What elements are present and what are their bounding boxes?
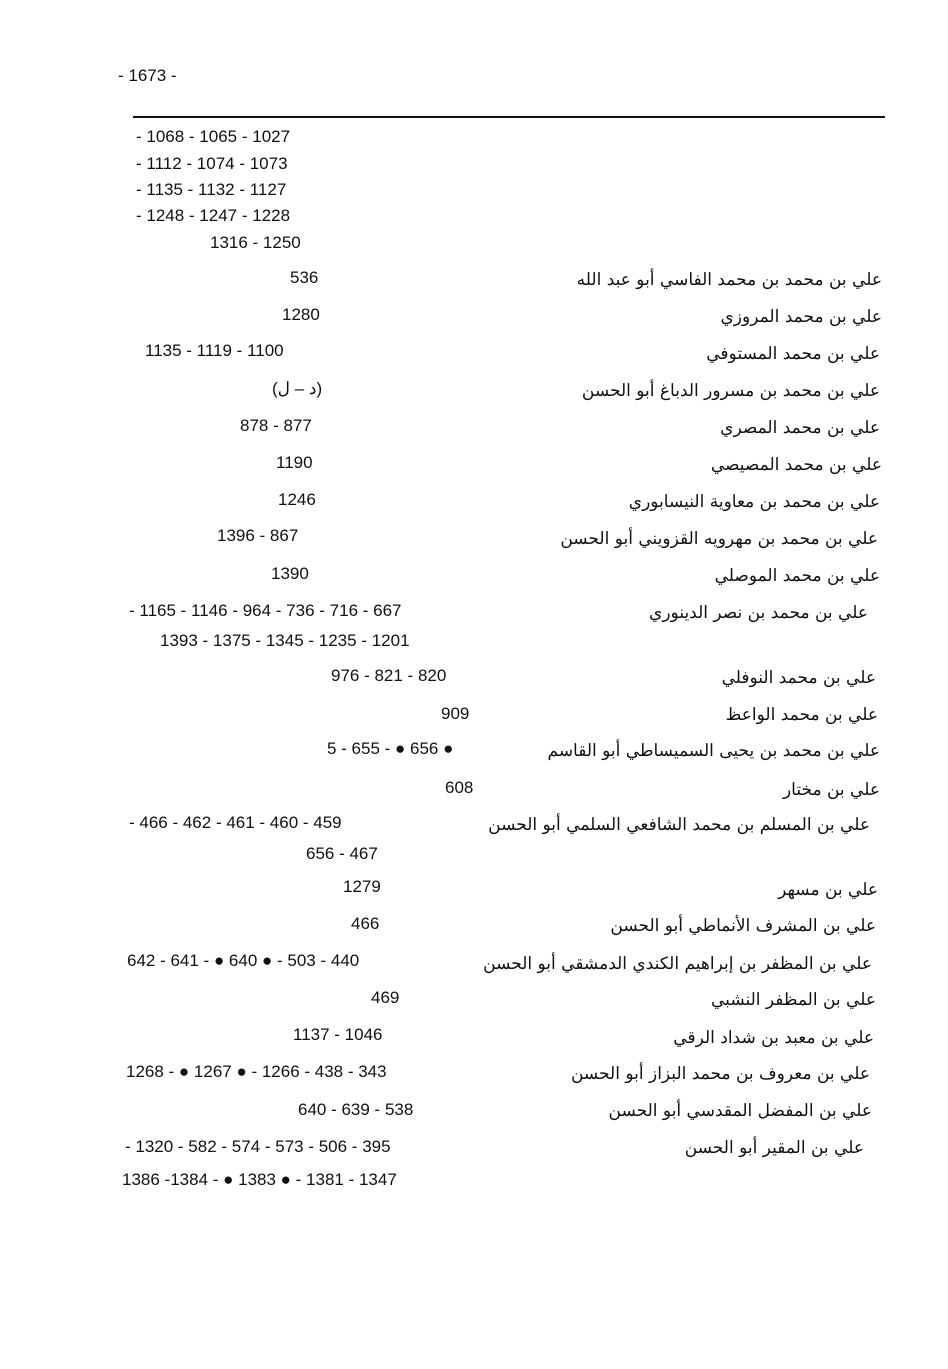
index-entry-refs: 1396 - 867 bbox=[217, 526, 299, 545]
index-entry-name: علي بن معبد بن شداد الرقي bbox=[673, 1028, 874, 1048]
index-entry-name: علي بن محمد المستوفي bbox=[706, 344, 880, 364]
index-entry-name: علي بن مسهر bbox=[778, 880, 878, 900]
index-entry-refs: - 466 - 462 - 461 - 460 - 459 bbox=[129, 813, 342, 832]
index-entry-name: علي بن مختار bbox=[782, 780, 880, 800]
index-entry-refs: 1386 -1384 - ● 1383 ● - 1381 - 1347 bbox=[122, 1170, 397, 1189]
index-entry-refs: 1137 - 1046 bbox=[293, 1025, 383, 1044]
index-entry-name: علي بن محمد بن نصر الدينوري bbox=[649, 603, 868, 623]
index-entry-name: علي بن المظفر النشبي bbox=[711, 990, 876, 1010]
continuation-line: - 1248 - 1247 - 1228 bbox=[136, 206, 291, 225]
index-entry-refs: - 1165 - 1146 - 964 - 736 - 716 - 667 bbox=[129, 601, 402, 620]
index-entry-name: علي بن المظفر بن إبراهيم الكندي الدمشقي أبو الحسن bbox=[483, 954, 872, 974]
index-entry-name: علي بن محمد بن معاوية النيسابوري bbox=[628, 492, 880, 512]
index-entry-name: علي بن المفضل المقدسي أبو الحسن bbox=[608, 1101, 872, 1121]
index-entry-name: علي بن محمد بن يحيى السميساطي أبو القاسم bbox=[547, 741, 880, 761]
index-entry-name: علي بن محمد الواعظ bbox=[725, 705, 878, 725]
index-entry-refs: 878 - 877 bbox=[240, 416, 312, 435]
index-entry-name: علي بن معروف بن محمد البزاز أبو الحسن bbox=[570, 1064, 870, 1084]
index-entry-refs: 1390 bbox=[271, 564, 309, 583]
index-entry-refs: 1268 - ● 1267 ● - 1266 - 438 - 343 bbox=[126, 1062, 387, 1081]
index-entry-name: علي بن محمد المروزي bbox=[720, 307, 882, 327]
index-entry-refs: 1279 bbox=[343, 877, 381, 896]
continuation-line: - 1068 - 1065 - 1027 bbox=[136, 127, 291, 146]
index-entry-refs: 976 - 821 - 820 bbox=[331, 666, 447, 685]
index-entry-refs: 1393 - 1375 - 1345 - 1235 - 1201 bbox=[160, 631, 410, 650]
index-entry-refs: 642 - 641 - ● 640 ● - 503 - 440 bbox=[127, 951, 360, 970]
index-entry-refs: (د – ل) bbox=[272, 379, 323, 398]
index-entry-name: علي بن محمد بن محمد الفاسي أبو عبد الله bbox=[576, 270, 882, 290]
index-entry-refs: 466 bbox=[351, 914, 380, 933]
index-entry-refs: 1280 bbox=[282, 305, 320, 324]
index-entry-name: علي بن المسلم بن محمد الشافعي السلمي أبو الحسن bbox=[488, 815, 870, 835]
index-entry-refs: 608 bbox=[445, 778, 474, 797]
index-entry-refs: 1135 - 1119 - 1100 bbox=[145, 341, 284, 360]
page-number: - 1673 - bbox=[118, 66, 177, 85]
index-entry-refs: 1246 bbox=[278, 490, 316, 509]
index-entry-refs: 1190 bbox=[276, 453, 313, 472]
index-entry-refs: 640 - 639 - 538 bbox=[298, 1100, 414, 1119]
index-entry-name: علي بن محمد الموصلي bbox=[714, 566, 880, 586]
index-entry-name: علي بن محمد المصري bbox=[720, 418, 880, 438]
index-entry-refs: 656 - 467 bbox=[306, 844, 378, 863]
index-entry-refs: 469 bbox=[371, 988, 400, 1007]
index-entry-name: علي بن المقير أبو الحسن bbox=[684, 1138, 864, 1158]
header-rule bbox=[133, 116, 885, 118]
continuation-line: - 1135 - 1132 - 1127 bbox=[136, 180, 287, 199]
index-entry-name: علي بن محمد النوفلي bbox=[721, 668, 876, 688]
index-entry-name: علي بن محمد بن مسرور الدباغ أبو الحسن bbox=[581, 381, 880, 401]
index-entry-name: علي بن محمد بن مهرويه القزويني أبو الحسن bbox=[560, 529, 878, 549]
index-entry-refs: - 1320 - 582 - 574 - 573 - 506 - 395 bbox=[125, 1137, 391, 1156]
continuation-line: 1316 - 1250 bbox=[210, 233, 301, 252]
index-entry-refs: 536 bbox=[290, 268, 319, 287]
index-entry-name: علي بن المشرف الأنماطي أبو الحسن bbox=[610, 916, 876, 936]
index-entry-name: علي بن محمد المصيصي bbox=[710, 455, 882, 475]
index-entry-refs: 909 bbox=[441, 704, 470, 723]
index-entry-refs: 5 - 655 - ● 656 ● bbox=[327, 739, 454, 758]
continuation-line: - 1112 - 1074 - 1073 bbox=[136, 154, 288, 173]
